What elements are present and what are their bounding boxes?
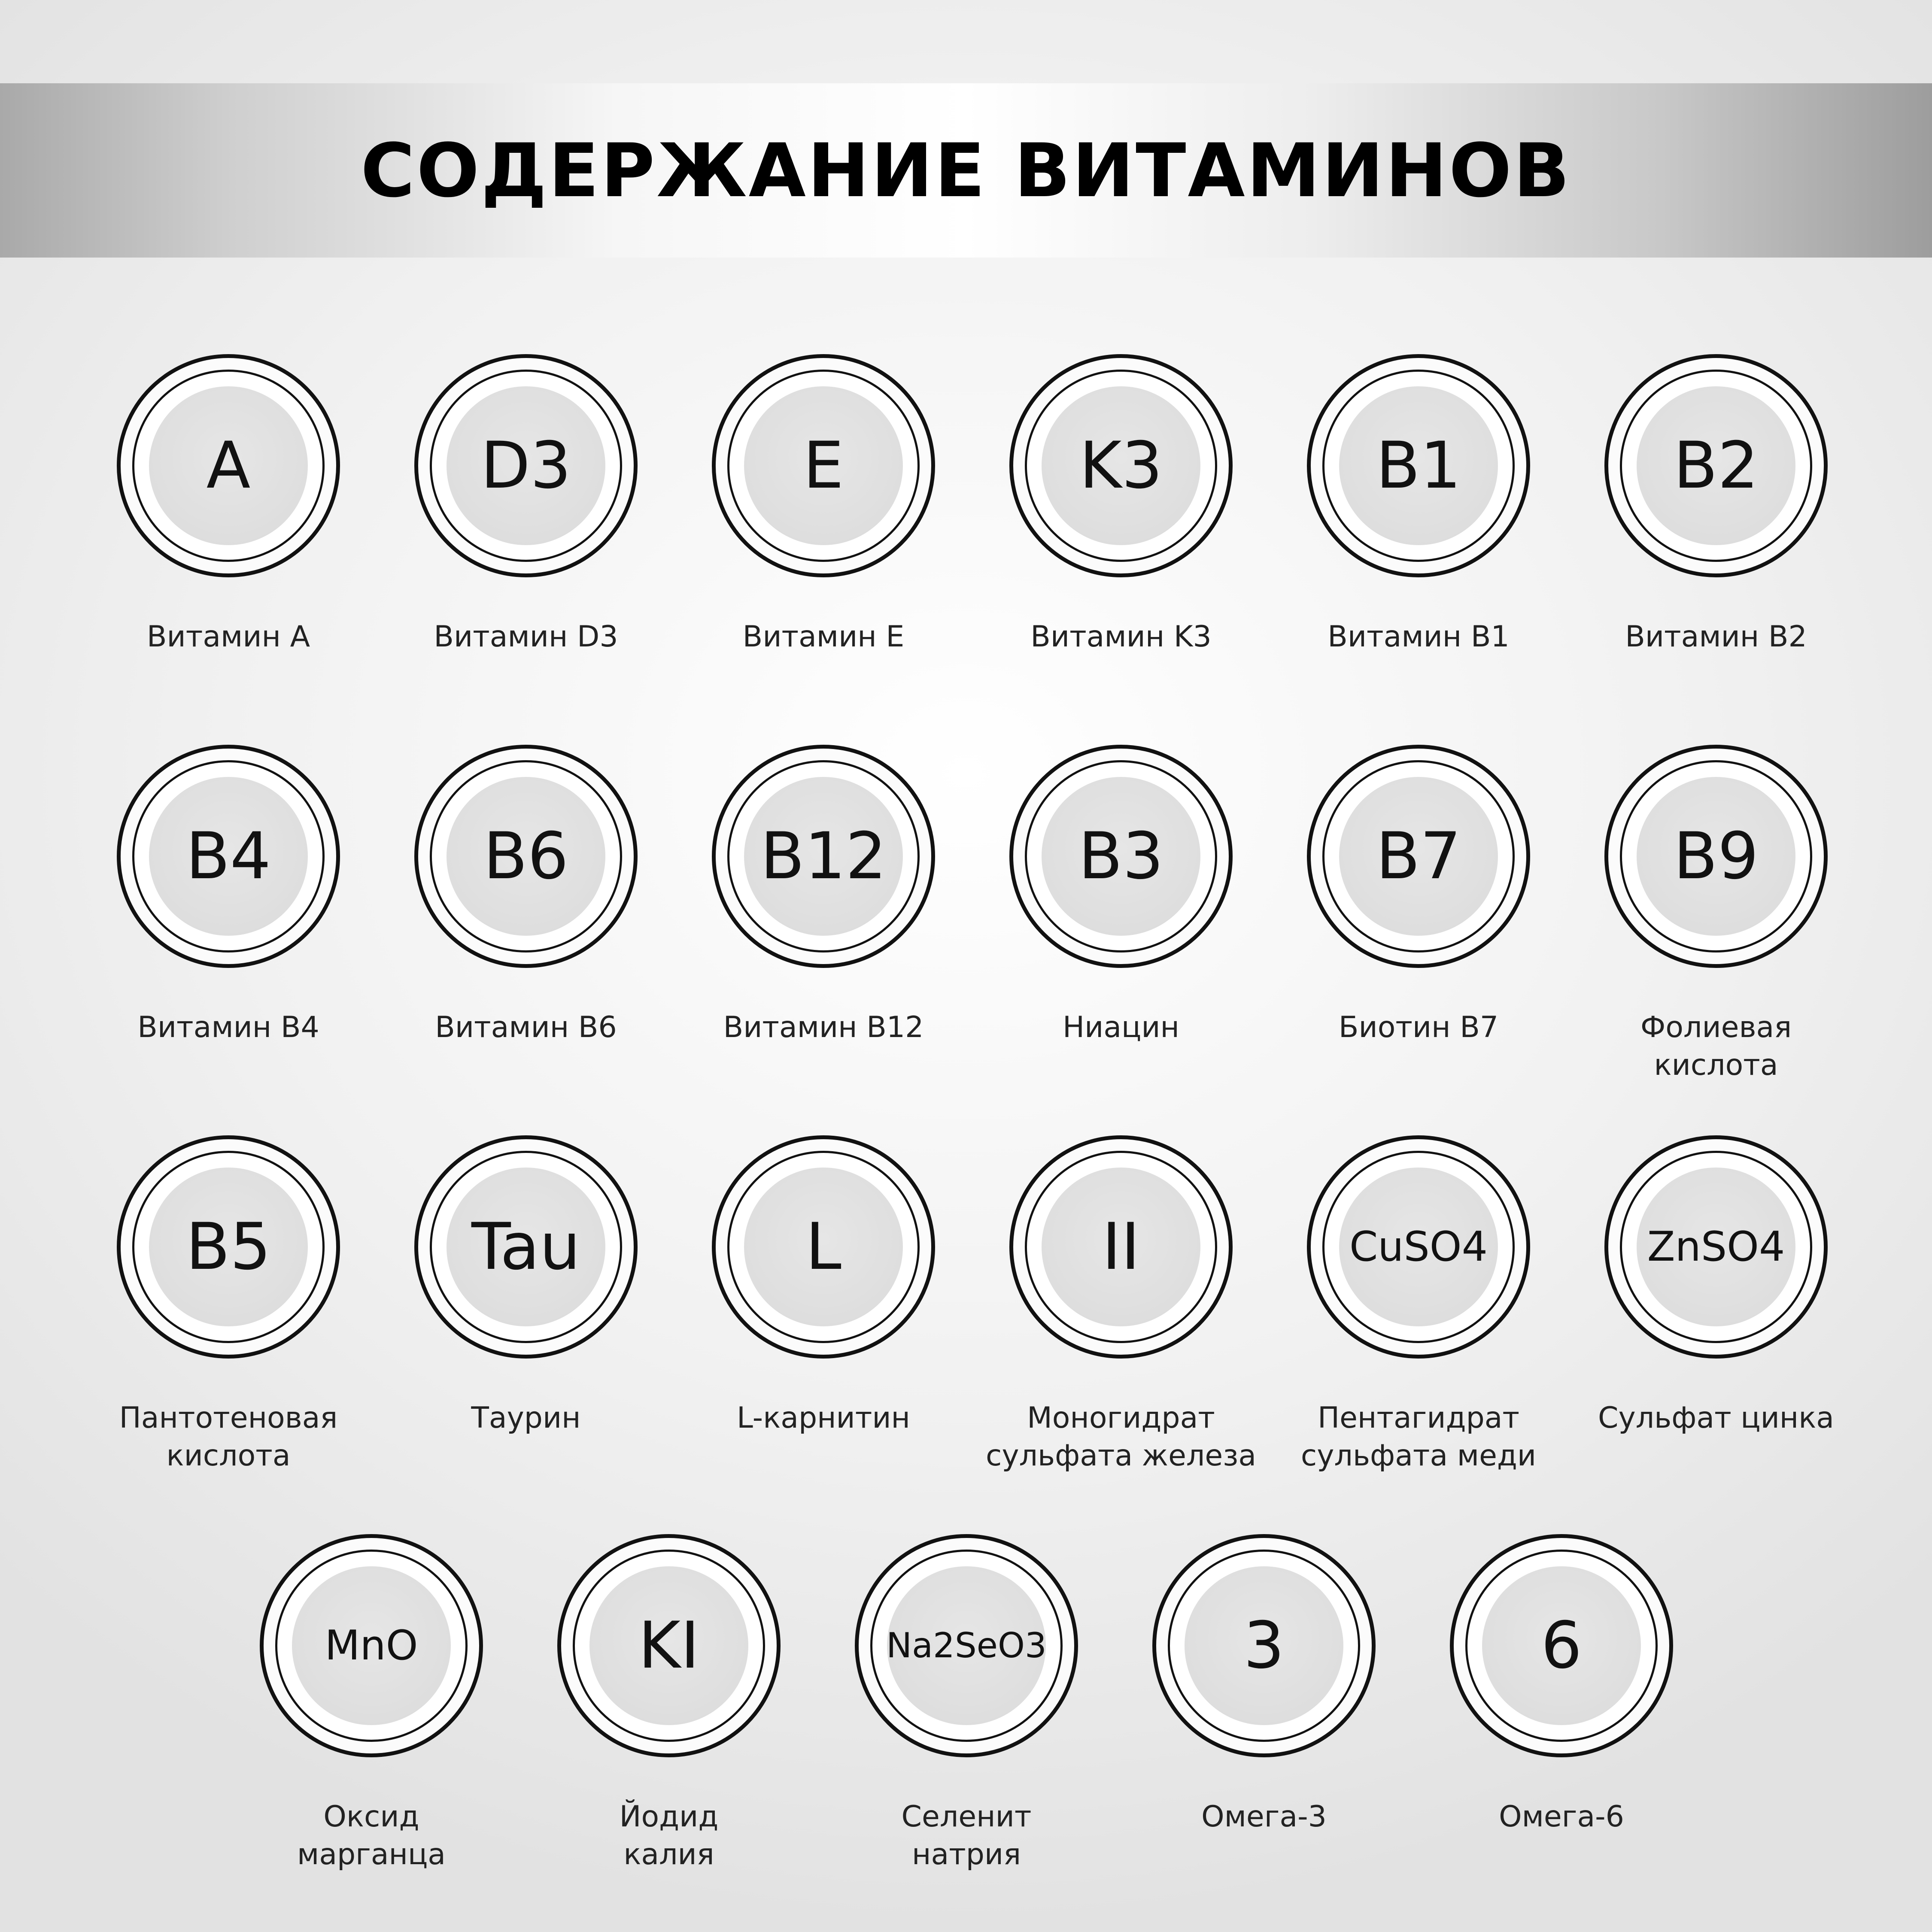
badge-inner-ring [573, 1550, 765, 1742]
badge-inner-ring [1025, 760, 1217, 952]
label-line-1: Оксид [323, 1800, 419, 1834]
badge-outer-ring [855, 1534, 1078, 1757]
item-label [1424, 1798, 1699, 1836]
badge-disc [292, 1566, 451, 1725]
mineral-item-iron-sulfate [984, 1135, 1258, 1473]
badge-outer-ring [712, 354, 935, 577]
label-line-2: сульфата железа [985, 1439, 1257, 1473]
badge-disc [1042, 777, 1200, 936]
badge-inner-ring [275, 1550, 468, 1742]
badge-inner-ring [1168, 1550, 1360, 1742]
badge-inner-ring [430, 760, 622, 952]
badge-disc [149, 1168, 308, 1326]
badge-disc [1637, 386, 1795, 545]
badge-outer-ring [117, 1135, 340, 1359]
badge-inner-ring [132, 760, 325, 952]
item-label [389, 1399, 663, 1437]
item-label [829, 1798, 1104, 1874]
item-label [1281, 1009, 1556, 1046]
badge-symbol: CuSO4 [1349, 1223, 1488, 1271]
vitamin-item-k3 [984, 354, 1258, 654]
vitamin-item-b4 [91, 745, 366, 1044]
item-label [91, 1399, 366, 1475]
badge-symbol: B4 [185, 819, 271, 894]
badge-inner-ring [1620, 370, 1812, 562]
vitamin-item-e [686, 354, 961, 654]
badge-symbol: II [1102, 1210, 1140, 1284]
label-line-1: Витамин B12 [723, 1010, 924, 1044]
badge-disc [1339, 1168, 1498, 1326]
badge-symbol: KI [638, 1608, 700, 1683]
label-line-2: сульфата меди [1300, 1439, 1537, 1473]
supplement-item-l-carnitine [686, 1135, 961, 1435]
badge-disc [1637, 777, 1795, 936]
badge-outer-ring [260, 1534, 483, 1757]
badge-inner-ring [1322, 1151, 1515, 1343]
badge-outer-ring [414, 1135, 638, 1359]
badge-inner-ring [132, 1151, 325, 1343]
badge-symbol: D3 [480, 428, 571, 503]
item-label [1579, 1399, 1853, 1437]
item-label [1127, 1798, 1401, 1836]
supplement-item-omega-3 [1127, 1534, 1401, 1834]
badge-outer-ring [557, 1534, 781, 1757]
badge-disc [447, 777, 605, 936]
badge-symbol: MnO [325, 1622, 418, 1669]
badge-disc [744, 386, 903, 545]
badge-symbol: 6 [1541, 1608, 1582, 1683]
badge-symbol: L [805, 1210, 841, 1284]
vitamin-item-d3 [389, 354, 663, 654]
badge-symbol: B7 [1376, 819, 1461, 894]
badge-disc [1339, 777, 1498, 936]
item-label [984, 618, 1258, 656]
item-label [389, 1009, 663, 1046]
badge-disc [744, 1168, 903, 1326]
item-label [1579, 618, 1853, 656]
badge-outer-ring [1450, 1534, 1673, 1757]
label-line-2: кислота [166, 1439, 291, 1473]
badge-symbol: B9 [1673, 819, 1759, 894]
item-label [686, 618, 961, 656]
badge-disc [1042, 386, 1200, 545]
label-line-1: Пантотеновая [119, 1401, 338, 1435]
badge-disc [1482, 1566, 1641, 1725]
badge-symbol: Tau [471, 1210, 580, 1284]
badge-inner-ring [870, 1550, 1063, 1742]
badge-disc [1637, 1168, 1795, 1326]
item-label [984, 1399, 1258, 1475]
label-line-2: марганца [297, 1838, 446, 1871]
badge-outer-ring [712, 745, 935, 968]
badge-symbol: B5 [185, 1210, 271, 1284]
label-line-1: Витамин D3 [434, 620, 618, 654]
badge-inner-ring [1465, 1550, 1658, 1742]
label-line-1: Биотин B7 [1338, 1010, 1499, 1044]
badge-symbol: Na2SeO3 [886, 1626, 1047, 1665]
supplement-item-omega-6 [1424, 1534, 1699, 1834]
badge-outer-ring [1009, 745, 1233, 968]
badge-outer-ring [1604, 1135, 1828, 1359]
badge-outer-ring [1307, 745, 1530, 968]
label-line-1: L-карнитин [736, 1401, 911, 1435]
badge-inner-ring [727, 760, 920, 952]
badge-outer-ring [1604, 745, 1828, 968]
badge-symbol: B6 [483, 819, 569, 894]
badge-disc [744, 777, 903, 936]
mineral-item-manganese-oxide [234, 1534, 509, 1871]
item-label [1579, 1009, 1853, 1084]
vitamin-item-b6 [389, 745, 663, 1044]
mineral-item-zinc-sulfate [1579, 1135, 1853, 1435]
badge-outer-ring [712, 1135, 935, 1359]
item-label [532, 1798, 806, 1874]
title-banner [0, 83, 1932, 258]
badge-inner-ring [1620, 760, 1812, 952]
badge-outer-ring [117, 354, 340, 577]
label-line-1: Фолиевая [1640, 1010, 1792, 1044]
supplement-item-taurine [389, 1135, 663, 1435]
badge-symbol: K3 [1079, 428, 1163, 503]
label-line-1: Ниацин [1063, 1010, 1179, 1044]
badge-symbol: E [803, 428, 844, 503]
item-label [234, 1798, 509, 1874]
item-label [1281, 618, 1556, 656]
badge-symbol: 3 [1243, 1608, 1285, 1683]
vitamin-item-b5 [91, 1135, 366, 1473]
badge-outer-ring [117, 745, 340, 968]
page-title: СОДЕРЖАНИЕ ВИТАМИНОВ [361, 127, 1571, 214]
badge-disc [1339, 386, 1498, 545]
label-line-1: Витамин B1 [1327, 620, 1510, 654]
badge-inner-ring [1620, 1151, 1812, 1343]
badge-outer-ring [1604, 354, 1828, 577]
label-line-1: Таурин [471, 1401, 581, 1435]
label-line-1: Сульфат цинка [1598, 1401, 1834, 1435]
badge-disc [149, 386, 308, 545]
badge-inner-ring [1025, 1151, 1217, 1343]
item-label [91, 618, 366, 656]
badge-outer-ring [1307, 354, 1530, 577]
item-label [1281, 1399, 1556, 1475]
label-line-1: Витамин K3 [1030, 620, 1212, 654]
label-line-1: Омега-3 [1201, 1800, 1327, 1834]
badge-outer-ring [1009, 1135, 1233, 1359]
item-label [91, 1009, 366, 1046]
vitamin-item-b9 [1579, 745, 1853, 1082]
label-line-1: Витамин B6 [435, 1010, 617, 1044]
badge-outer-ring [414, 745, 638, 968]
badge-disc [447, 1168, 605, 1326]
mineral-item-sodium-selenite [829, 1534, 1104, 1871]
badge-outer-ring [414, 354, 638, 577]
mineral-item-potassium-iodide [532, 1534, 806, 1871]
badge-disc [589, 1566, 748, 1725]
mineral-item-copper-sulfate [1281, 1135, 1556, 1473]
badge-outer-ring [1009, 354, 1233, 577]
label-line-1: Омега-6 [1499, 1800, 1624, 1834]
vitamin-item-b7 [1281, 745, 1556, 1044]
badge-inner-ring [727, 1151, 920, 1343]
badge-disc [149, 777, 308, 936]
label-line-1: Селенит [901, 1800, 1032, 1834]
label-line-2: натрия [911, 1838, 1021, 1871]
badge-symbol: B3 [1078, 819, 1164, 894]
badge-symbol: B12 [760, 819, 887, 894]
badge-outer-ring [1307, 1135, 1530, 1359]
item-label [686, 1009, 961, 1046]
badge-disc [887, 1566, 1046, 1725]
badge-disc [447, 386, 605, 545]
label-line-1: Йодид [619, 1800, 719, 1834]
item-label [984, 1009, 1258, 1046]
vitamin-item-b3 [984, 745, 1258, 1044]
badge-inner-ring [1322, 370, 1515, 562]
badge-symbol: A [206, 428, 251, 503]
item-label [686, 1399, 961, 1437]
badge-disc [1185, 1566, 1343, 1725]
vitamin-item-b1 [1281, 354, 1556, 654]
badge-inner-ring [1025, 370, 1217, 562]
badge-outer-ring [1152, 1534, 1376, 1757]
label-line-2: кислота [1654, 1048, 1778, 1082]
item-label [389, 618, 663, 656]
vitamin-item-b2 [1579, 354, 1853, 654]
label-line-1: Витамин A [146, 620, 310, 654]
badge-inner-ring [430, 370, 622, 562]
badge-inner-ring [430, 1151, 622, 1343]
label-line-2: калия [623, 1838, 714, 1871]
badge-inner-ring [1322, 760, 1515, 952]
badge-symbol: ZnSO4 [1647, 1223, 1785, 1271]
badge-symbol: B1 [1376, 428, 1461, 503]
badge-inner-ring [727, 370, 920, 562]
label-line-1: Витамин B2 [1625, 620, 1807, 654]
badge-inner-ring [132, 370, 325, 562]
label-line-1: Витамин B4 [137, 1010, 319, 1044]
vitamin-item-a [91, 354, 366, 654]
vitamin-item-b12 [686, 745, 961, 1044]
badge-disc [1042, 1168, 1200, 1326]
label-line-1: Моногидрат [1027, 1401, 1215, 1435]
badge-symbol: B2 [1673, 428, 1759, 503]
label-line-1: Витамин E [742, 620, 905, 654]
label-line-1: Пентагидрат [1317, 1401, 1520, 1435]
